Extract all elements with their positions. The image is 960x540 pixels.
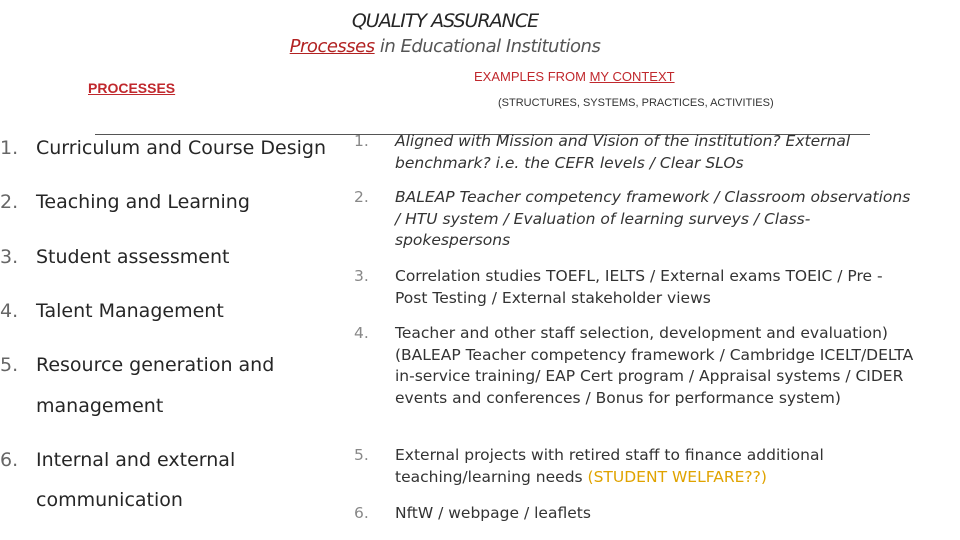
process-number: 3. — [0, 246, 19, 268]
process-label: Teaching and Learning — [36, 191, 250, 213]
examples-subheading: (STRUCTURES, SYSTEMS, PRACTICES, ACTIVITIES) — [498, 97, 774, 109]
example-text: BALEAP Teacher competency framework / Classroom observations / HTU system / Evaluation of learning surveys / Class-spokespersons — [395, 188, 911, 249]
example-text: NftW / webpage / leaflets — [395, 504, 591, 522]
process-item — [0, 354, 274, 376]
process-number: 5. — [0, 354, 19, 376]
example-item — [354, 187, 914, 252]
process-label: Curriculum and Course Design — [36, 137, 326, 159]
examples-heading-part2: MY CONTEXT — [589, 69, 675, 84]
process-number: 6. — [0, 449, 19, 471]
process-label: Talent Management — [36, 300, 224, 322]
example-number: 2. — [354, 188, 369, 206]
example-item — [354, 131, 914, 174]
slide-subtitle — [0, 36, 890, 57]
process-number: 2. — [0, 191, 19, 213]
process-item — [0, 449, 235, 471]
example-number: 1. — [354, 132, 369, 150]
example-text: Teacher and other staff selection, development and evaluation) (BALEAP Teacher competency framework / Cambridge ICELT/DELTA in-service training/ EAP Cert program / Appraisal systems / CIDER events and conferences / Bonus for performance system) — [395, 324, 914, 407]
subtitle-emphasis: Processes — [289, 36, 375, 57]
slide-title: QUALITY ASSURANCE — [351, 10, 539, 32]
example-number: 3. — [354, 267, 369, 285]
example-text-wrap — [395, 445, 914, 488]
process-item — [0, 300, 224, 322]
process-label: Resource generation and — [36, 354, 275, 376]
examples-heading — [474, 69, 675, 84]
example-item — [354, 323, 914, 409]
example-item — [354, 503, 914, 525]
process-item — [0, 191, 250, 213]
example-text: Correlation studies TOEFL, IELTS / External exams TOEIC / Pre -Post Testing / External stakeholder views — [395, 267, 883, 307]
example-number: 6. — [354, 504, 369, 522]
process-label: Student assessment — [36, 246, 230, 268]
example-number: 4. — [354, 324, 369, 342]
example-text: External projects with retired staff to finance additional teaching/learning needs — [395, 446, 824, 486]
processes-heading: PROCESSES — [88, 80, 176, 96]
process-number: 4. — [0, 300, 19, 322]
process-label-continuation: management — [36, 395, 164, 417]
process-item — [0, 246, 229, 268]
subtitle-rest: in Educational Institutions — [374, 36, 601, 57]
example-text: Aligned with Mission and Vision of the institution? External benchmark? i.e. the CEFR levels / Clear SLOs — [395, 132, 851, 172]
process-number: 1. — [0, 137, 19, 159]
process-label: Internal and external — [36, 449, 236, 471]
process-label-continuation: communication — [36, 489, 183, 511]
examples-heading-part1: EXAMPLES FROM — [474, 69, 590, 84]
student-welfare-highlight: (STUDENT WELFARE??) — [587, 467, 767, 486]
example-item — [354, 266, 914, 309]
process-item — [0, 137, 326, 159]
example-number: 5. — [354, 446, 369, 464]
example-item — [354, 445, 914, 488]
